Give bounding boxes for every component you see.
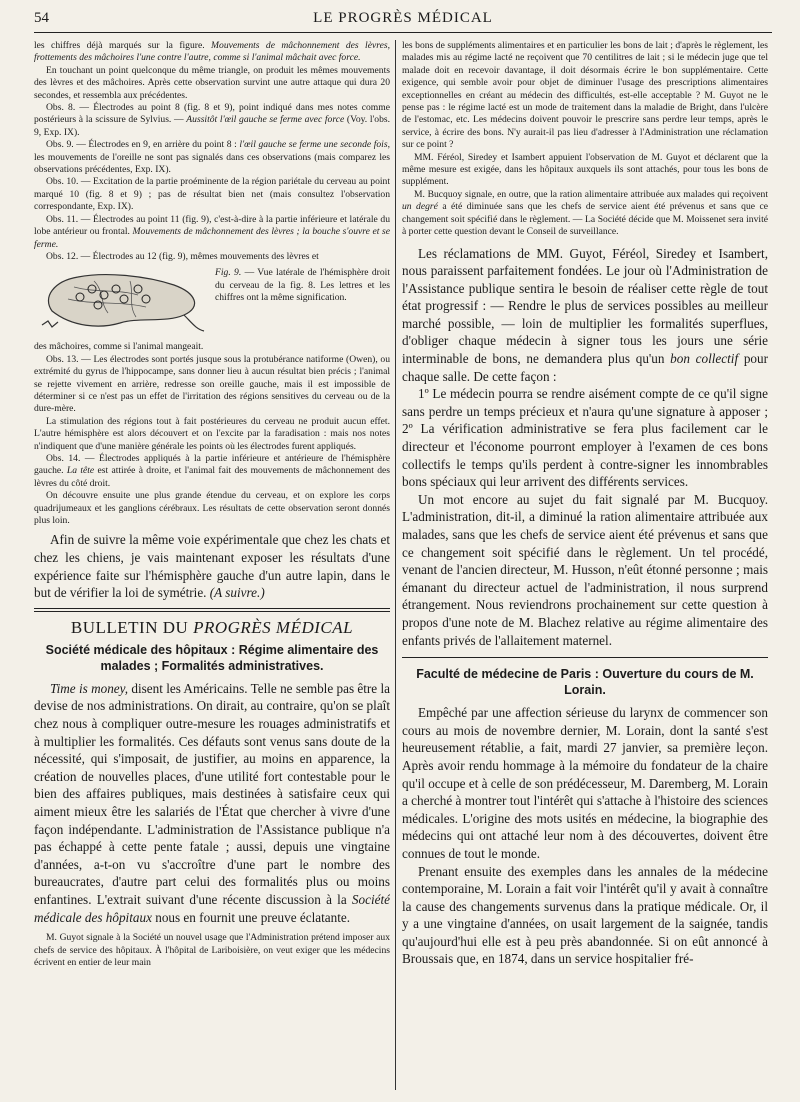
observation-8: Obs. 8. — Électrodes au point 8 (fig. 8 et 9), point indiqué dans mes notes comme postérieurs à la scissure de Sylvius. — Aussitôt l'œil gauche se ferme avec force (Voy. l'obs. 9, Exp. IX).: [34, 102, 390, 138]
journal-title: LE PROGRÈS MÉDICAL: [313, 10, 493, 26]
paragraph: des mâchoires, comme si l'animal mangeait.: [34, 341, 204, 353]
article-paragraph: Prenant ensuite des exemples dans les annales de la médecine contemporaine, M. Lorain a fait voir l'intérêt qu'il y avait à connaître la cause des changements survenus dans la pratique médicale. Or, il y a une vingtaine d'années, on usait largement de la saignée, tandis qu'aujourd'hui elle est à peu près abandonnée. Si on eût annoncé à Broussais que, en 1874, dans un service hospitalier fré-: [402, 863, 768, 967]
section-rule: [34, 611, 390, 612]
observation-10: Obs. 10. — Excitation de la partie proéminente de la région pariétale du cerveau au point marqué 10 (fig. 8 et 9) ; pas de résultat bien net (mais consultez l'observation correspondante, Exp. IX).: [34, 176, 390, 213]
article-paragraph: Un mot encore au sujet du fait signalé par M. Bucquoy. L'administration, dit-il, a diminué la ration alimentaire attribuée aux malades, sans que les chefs de service aient été prévenus et sans que ce changement soit spécifié dans le règlement. Un tel procédé, venant de l'ancien directeur, M. Husson, n'eût étonné personne ; mais émanant du directeur actuel de l'administration, il nous surprend étrangement. Nous reviendrons prochainement sur cette question à propos d'une note de M. Blachez relative au régime alimentaire des enfants privés de l'allaitement maternel.: [402, 491, 768, 648]
paragraph: La stimulation des régions tout à fait postérieures du cerveau ne produit aucun effet. L'autre hémisphère est alors découvert et on l'excite par la faradisation : mais nos notes n'indiquent que d'une manière générale les points où les électrodes furent appliqués.: [34, 415, 390, 452]
paragraph: En touchant un point quelconque du même triangle, on produit les mêmes mouvements des lèvres et des mâchoires. Après cette observation survint une autre attaque qui dura 20 secondes, et ressembla aux précédentes.: [34, 64, 390, 101]
section-rule: [402, 657, 768, 658]
section-rule: [34, 608, 390, 609]
observation-11: Obs. 11. — Électrodes au point 11 (fig. 9), c'est-à-dire à la partie inférieure et latérale du lobe antérieur ou frontal. Mouvements de mâchonnement des lèvres ; la bouche s'ouvre et se ferme.: [34, 213, 390, 250]
paragraph-large: Afin de suivre la même voie expérimentale que chez les chats et chez les chiens, je vais maintenant exposer les résultats d'une expérience faite sur l'hémisphère gauche d'un autre lapin, dans le but de vérifier la loi de symétrie. (A suivre.): [34, 532, 390, 601]
quoted-paragraph: M. Bucquoy signale, en outre, que la ration alimentaire attribuée aux malades qui reçoivent un degré a été diminuée sans que les chefs de service aient été prévenus et sans que ce changement soit spécifié dans le règlement. — La Société décide que M. Moissenet sera invité à porter cette question devant le Conseil de surveillance.: [402, 188, 768, 238]
quoted-paragraph: MM. Féréol, Siredey et Isambert appuient l'observation de M. Guyot et déclarent que la même mesure est exigée, dans les hôpitaux auxquels ils sont attachés, pour tous les bons de supplément.: [402, 151, 768, 188]
article-title: Société médicale des hôpitaux : Régime alimentaire des malades ; Formalités administratives.: [45, 642, 379, 673]
page-number: 54: [34, 10, 49, 26]
bulletin-title: BULLETIN DU PROGRÈS MÉDICAL: [70, 617, 354, 637]
observation-9: Obs. 9. — Électrodes en 9, en arrière du point 8 : l'œil gauche se ferme une seconde fois, les mouvements de l'oreille ne sont pas signalés dans ces observations (mais comparez les observations précédentes, Exp. IX).: [34, 139, 390, 176]
intro-text: les chiffres déjà marqués sur la figure. Mouvements de mâchonnement des lèvres, frottements des mâchoires l'une contre l'autre, comme si l'animal mâchait avec force.: [34, 40, 390, 64]
article-paragraph: 1º Le médecin pourra se rendre aisément compte de ce qu'il signe sans perdre un temps précieux et n'aura qu'une signature à apposer ; 2º La vérification administrative se fera plus facilement car le directeur et l'économe pourront employer à l'examen de ces bons collectifs le temps qu'ils perdent à contre-signer les innombrables bons spéciaux qui leur arrivent des différents services.: [402, 386, 768, 490]
figure-9: [34, 267, 390, 339]
observation-13: Obs. 13. — Les électrodes sont portés jusque sous la protubérance natiforme (Owen), ou extrémité du gyrus de l'hippocampe, sans donner lieu à aucun résultat bien précis ; l'animal se rejette vivement en arrière, redresse son oreille gauche, mais il est impossible de déterminer si ce n'est pas un effet de l'irritation des régions sensitives du cerveau ou de la dure-mère.: [34, 353, 390, 415]
continued-note: (A suivre.): [209, 585, 265, 601]
paragraph: On découvre ensuite une plus grande étendue du cerveau, et on explore les corps quadrijumeaux et les ganglions cérébraux. Les résultats de cette observation seront donnés plus loin.: [34, 490, 390, 526]
right-column: [402, 40, 768, 1090]
quoted-paragraph: M. Guyot signale à la Société un nouvel usage que l'Administration prétend imposer aux chefs de service des hôpitaux. À l'hôpital de Lariboisière, on veut exiger que les médecins écrivent en entier de leur main: [34, 932, 390, 968]
observation-12: Obs. 12. — Électrodes au 12 (fig. 9), mêmes mouvements des lèvres et: [46, 250, 319, 262]
figure-caption: Fig. 9. — Vue latérale de l'hémisphère droit du cerveau de la fig. 8. Les lettres et les chiffres ont la même signification.: [215, 267, 390, 304]
observation-14: Obs. 14. — Électrodes appliqués à la partie inférieure et antérieure de l'hémisphère gauche. La tête est attirée à droite, et l'animal fait des mouvements de mâchonnement des lèvres du côté droit.: [34, 452, 390, 489]
faculty-article-title: Faculté de médecine de Paris : Ouverture du cours de M. Lorain.: [416, 667, 754, 698]
brain-hemisphere-illustration: [34, 267, 209, 339]
left-column: [34, 40, 390, 1090]
column-divider: [395, 40, 396, 1090]
article-paragraph: Time is money, disent les Américains. Telle ne semble pas être la devise de nos administrations. On dirait, au contraire, qu'on se plaît chez nous à compliquer outre-mesure les rouages administratifs et à multiplier les formalités. Ces défauts sont venus sans doute de la nécessité, qui s'imposait, de justifier, au moins en apparence, la création de nouvelles places, d'une utilité fort contestable pour le bien des affaires publiques, mais destinées à satisfaire ceux qui aiment mieux être les salariés de l'État que chercher à vivre d'une façon indépendante. L'administration de l'Assistance publique n'a pas échappé à cette pente fatale ; aussi, depuis une vingtaine d'années, a-t-on vu s'accroître d'une part le nombre des bureaucrates, d'autre part celui des formalités plus ou moins enfantines. L'extrait suivant d'une récente discussion à la Société médicale des hôpitaux nous en fournit une preuve éclatante.: [34, 680, 390, 925]
article-paragraph: Empêché par une affection sérieuse du larynx de commencer son cours au mois de novembre dernier, M. Lorain, dont la santé s'est heureusement rétablie, a fait, mardi 27 janvier, sa première leçon. Après avoir rendu hommage à la mémoire du fondateur de la chaire qu'il occupe et à celle de son prédécesseur, M. Daremberg, M. Lorain a cherché à montrer tout l'intérêt qui s'attache à l'histoire des sciences médicales. L'origine des mots usités en médecine, la biographie des médecins qui ont attaché leur nom à des découvertes, doivent être connues de tout le monde.: [402, 705, 768, 861]
page-header: [34, 10, 772, 33]
article-paragraph: Les réclamations de MM. Guyot, Féréol, Siredey et Isambert, nous paraissent parfaitement fondées. Le jour où l'Administration de l'Assistance publique sentira le besoin de réaliser cette règle de tout état progressif : — Rendre le plus de services possibles au meilleur marché possible, — loin de multiplier les formalités superflues, d'obliger chaque médecin à signer tous les jours une série interminable de bons, ne demandera plus qu'un bon collectif pour chaque salle. De cette façon :: [402, 245, 768, 384]
quoted-paragraph: les bons de suppléments alimentaires et en particulier les bons de lait ; d'après le règlement, les malades mis au régime lacté ne reçoivent que 70 centilitres de lait ; si le médecin juge que tel malade doit en recevoir davantage, il doit désormais écrire le bon supplémentaire. Cette exigence, qui semble avoir pour objet de diminuer l'usage des prescriptions alimentaires exceptionnelles en créant au médecin des difficultés, est-elle acceptable ? M. Guyot ne le pense pas : le régime lacté est un mode de traitement dans la maladie de Bright, dans l'ulcère de l'estomac, etc. Les médecins doivent pouvoir le prescrire sans perdre leur temps, après le service, à écrire des bons. N'y aurait-il pas lieu d'adresser à l'Administration une réclamation sur ce point ?: [402, 40, 768, 151]
